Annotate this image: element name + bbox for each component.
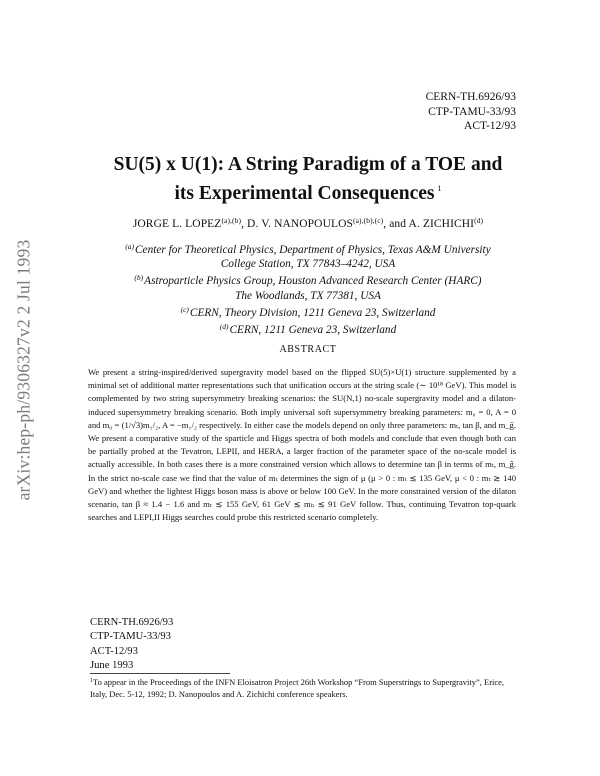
abstract-paragraph: We present a string-inspired/derived supergravity model based on the flipped SU(5)×U(1) structure supplemented by a minimal set of additional matter representations such that unification occurs at the string scale (∼ 10¹⁸ GeV). This model is complemented by two string supersymmetry breaking scenarios: the SU(N,1) no-scale supergravity model and a dilaton-induced supersymmetry breaking scenario. Both imply universal soft supersymmetry breaking parameters: m₀ = 0, A = 0 and m₀ = (1/√3)m₁/₂, A = −m₁/₂ respectively. In either case the models depend on only three parameters: mₜ, tan β, and m_g̃. We present a comparative study of the sparticle and Higgs spectra of both models and conclude that even though both can be partially probed at the Tevatron, LEPII, and HERA, a larger fraction of the parameter space of the no-scale model is actually accessible. In both cases there is a more constrained version which allows to determine tan β in terms of mₜ, m_g̃. In the strict no-scale case we find that the value of mₜ determines the sign of μ (μ > 0 : mₜ ≲ 135 GeV, μ < 0 : mₜ ≳ 140 GeV) and whether the lightest Higgs boson mass is above or below 100 GeV. In the more constrained version of the dilaton scenario, tan β ≈ 1.4 − 1.6 and mₜ ≲ 155 GeV, 61 GeV ≲ mₕ ≲ 91 GeV follow. Thus, continuing Tevatron top-quark searches and LEPI,II Higgs searches could probe this restricted scenario completely.	[88, 367, 516, 523]
author-separator: ,	[241, 218, 248, 230]
affiliation-marker: (d)	[219, 322, 229, 332]
author-affil-marker: (a),(b),(c)	[353, 216, 384, 225]
title-footnote-marker: 1	[437, 184, 442, 193]
report-number: CTP-TAMU-33/93	[428, 105, 516, 118]
footnote-text: To appear in the Proceedings of the INFN Eloisatron Project 26th Workshop “From Superstrings to Supergravity”, Erice, Italy, Dec. 5-12, 1992; D. Nanopoulos and A. Zichichi conference speakers.	[90, 677, 505, 699]
footnote-marker: 1	[90, 678, 93, 684]
affiliation-text: Center for Theoretical Physics, Department of Physics, Texas A&M University	[135, 244, 491, 256]
affiliation-text: CERN, 1211 Geneva 23, Switzerland	[229, 324, 397, 337]
author-name: JORGE L. LOPEZ	[132, 218, 222, 230]
report-info-line: CTP-TAMU-33/93	[90, 631, 171, 643]
report-info-line: ACT-12/93	[90, 645, 138, 657]
footnote-rule	[90, 673, 230, 674]
report-numbers	[426, 90, 516, 134]
affiliation-text: College Station, TX 77843–4242, USA	[220, 258, 396, 271]
affiliation-line	[60, 240, 556, 257]
affiliation-marker: (c)	[180, 304, 189, 314]
affiliation-line	[60, 271, 556, 288]
author-name: A. ZICHICHI	[408, 218, 475, 230]
affiliation-marker: (a)	[125, 242, 135, 251]
affiliation-line	[60, 303, 556, 320]
arxiv-identifier: arXiv:hep-ph/9306327v2 2 Jul 1993	[13, 239, 34, 501]
abstract-body	[88, 366, 516, 524]
paper-title	[60, 153, 556, 206]
author-separator: , and	[383, 218, 409, 230]
affiliation-line	[60, 257, 556, 271]
title-line	[60, 177, 556, 206]
affiliation-line	[60, 289, 556, 303]
title-line-text: its Experimental Consequences	[174, 183, 435, 204]
author-affil-marker: (a),(b)	[221, 216, 242, 225]
affiliation-text: The Woodlands, TX 77381, USA	[235, 289, 381, 302]
affiliation-line	[60, 320, 556, 337]
arxiv-sidebar	[4, 160, 44, 580]
report-info-block	[90, 616, 173, 673]
affiliation-text: Astroparticle Physics Group, Houston Advanced Research Center (HARC)	[144, 275, 482, 288]
report-number: CERN-TH.6926/93	[425, 91, 516, 103]
affiliation-text: CERN, Theory Division, 1211 Geneva 23, Switzerland	[189, 306, 436, 319]
title-line: SU(5) x U(1): A String Paradigm of a TOE and	[113, 154, 503, 175]
affiliations	[60, 240, 556, 337]
author-list	[60, 216, 556, 230]
affiliation-marker: (b)	[134, 273, 144, 283]
report-date: June 1993	[90, 659, 134, 671]
report-info-line: CERN-TH.6926/93	[90, 617, 174, 628]
footnote	[90, 676, 518, 700]
author-name: D. V. NANOPOULOS	[247, 218, 354, 230]
author-affil-marker: (d)	[474, 216, 484, 225]
abstract-heading: ABSTRACT	[279, 344, 337, 355]
report-number: ACT-12/93	[464, 120, 516, 132]
